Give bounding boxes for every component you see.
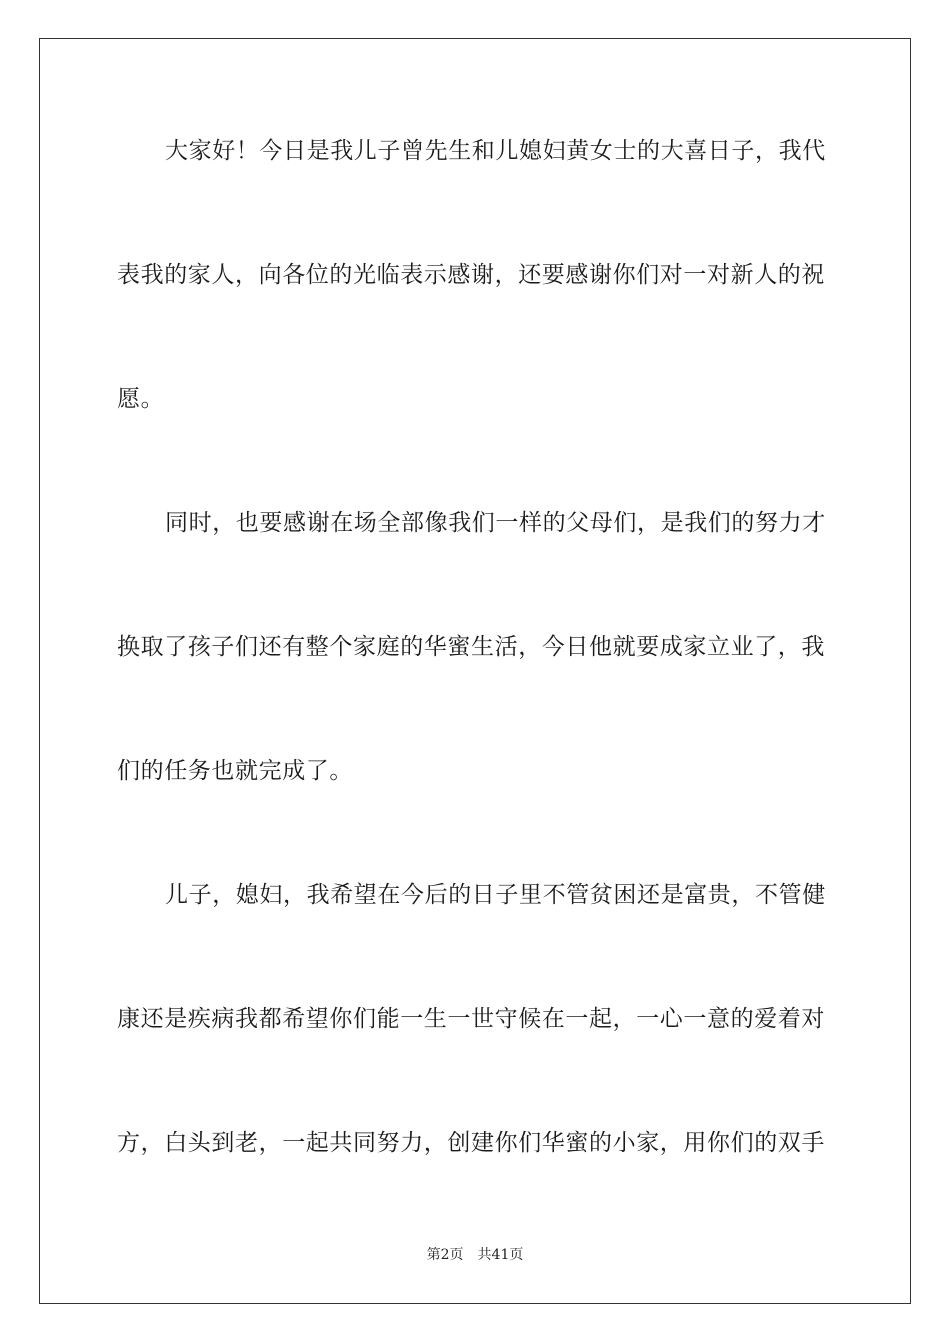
page-footer: [0, 1246, 950, 1264]
paragraph-2-line-1: 同时，也要感谢在场全部像我们一样的父母们，是我们的努力才: [165, 510, 826, 536]
page-total: 共41页: [477, 1247, 524, 1263]
paragraph-1-line-2: 表我的家人，向各位的光临表示感谢，还要感谢你们对一对新人的祝: [117, 262, 825, 288]
page-border: [39, 38, 911, 1304]
paragraph-3-line-2: 康还是疾病我都希望你们能一生一世守候在一起，一心一意的爱着对: [117, 1006, 825, 1032]
paragraph-3-line-1: 儿子，媳妇，我希望在今后的日子里不管贫困还是富贵，不管健: [165, 882, 826, 908]
page-number: 第2页: [426, 1247, 464, 1263]
paragraph-3-line-3: 方，白头到老，一起共同努力，创建你们华蜜的小家，用你们的双手: [117, 1130, 825, 1156]
paragraph-1-line-3: 愿。: [117, 386, 165, 412]
paragraph-1-line-1: 大家好！今日是我儿子曾先生和儿媳妇黄女士的大喜日子，我代: [165, 138, 826, 164]
paragraph-2-line-3: 们的任务也就完成了。: [117, 758, 353, 784]
paragraph-2-line-2: 换取了孩子们还有整个家庭的华蜜生活，今日他就要成家立业了，我: [117, 634, 825, 660]
